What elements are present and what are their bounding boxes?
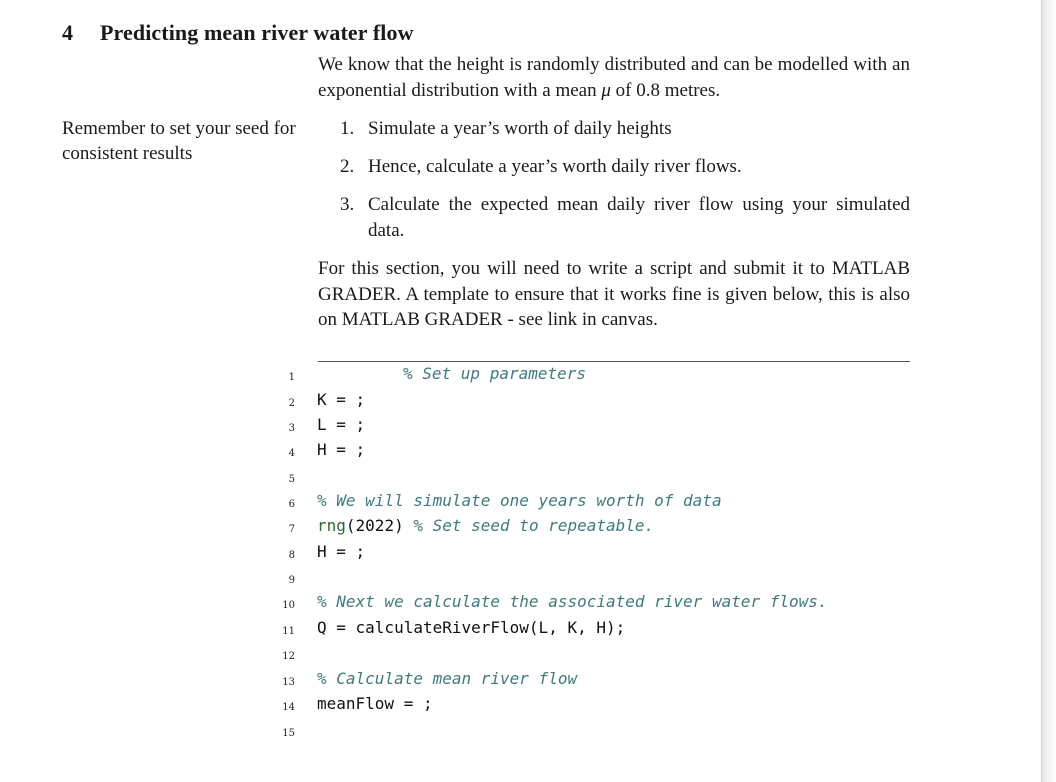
- line-number: 11: [282, 626, 295, 637]
- instructions-text: . A template to ensure that it works fine is given below, this is also on: [318, 283, 910, 330]
- code-text: [317, 592, 828, 611]
- instructions-text: - see link in canvas.: [502, 309, 658, 330]
- code-text: [317, 516, 654, 535]
- code-text: Q = calculateRiverFlow(L, K, H);: [317, 618, 626, 637]
- code-comment: % Calculate mean river flow: [317, 669, 578, 688]
- code-line: [270, 491, 910, 517]
- code-line: [270, 567, 910, 593]
- code-comment: % Next we calculate the associated river water flows.: [317, 592, 828, 611]
- intro-paragraph: [318, 52, 910, 103]
- task-marker: 3.: [340, 194, 355, 215]
- code-comment: % Set seed to repeatable.: [413, 516, 655, 535]
- task-item: [340, 192, 910, 243]
- code-comment: % Set up parameters: [403, 364, 587, 383]
- task-marker: 2.: [340, 156, 355, 177]
- code-text: [317, 491, 722, 510]
- line-number: 2: [288, 398, 295, 409]
- code-text: meanFlow = ;: [317, 694, 433, 713]
- code-text: [317, 669, 577, 688]
- line-number: 12: [282, 651, 295, 662]
- section-heading: [62, 20, 414, 46]
- code-line: [270, 390, 910, 416]
- code-top-rule: [318, 361, 910, 362]
- line-number: 14: [282, 702, 295, 713]
- code-line: [270, 415, 910, 441]
- line-number: 9: [288, 575, 295, 586]
- task-text: Calculate the expected mean daily river flow using your simulated data.: [368, 194, 910, 241]
- line-number: 10: [282, 600, 295, 611]
- task-text: Simulate a year’s worth of daily heights: [368, 118, 672, 139]
- matlab-grader-name: MATLAB GRADER: [341, 309, 503, 330]
- line-number: 15: [282, 728, 295, 739]
- code-comment: % We will simulate one years worth of data: [317, 491, 722, 510]
- code-line: [270, 364, 910, 390]
- code-text: L = ;: [317, 415, 366, 434]
- line-number: 7: [288, 524, 295, 535]
- page-edge-shadow: [1041, 0, 1056, 782]
- code-line: [270, 516, 910, 542]
- instructions-text: For this section, you will need to write a script and submit it to: [318, 258, 832, 279]
- code-line: [270, 694, 910, 720]
- code-text: H = ;: [317, 542, 366, 561]
- task-marker: 1.: [340, 118, 355, 139]
- line-number: 13: [282, 677, 295, 688]
- code-line: [270, 643, 910, 669]
- line-number: 4: [288, 448, 295, 459]
- code-line: [270, 720, 910, 746]
- margin-note: Remember to set your seed for consistent results: [62, 118, 296, 164]
- code-plain: (2022): [345, 516, 414, 535]
- intro-text-end: of 0.8 metres.: [610, 79, 721, 101]
- line-number: 3: [288, 423, 295, 434]
- code-text: H = ;: [317, 440, 366, 459]
- section-title: Predicting mean river water flow: [100, 20, 414, 45]
- code-line: [270, 669, 910, 695]
- code-keyword: rng: [317, 516, 346, 535]
- line-number: 6: [288, 499, 295, 510]
- code-line: [270, 466, 910, 492]
- section-number: 4: [62, 20, 74, 45]
- matlab-grader-name: MATLAB GRADER: [318, 258, 910, 305]
- line-number: 5: [288, 474, 295, 485]
- task-item: [340, 116, 910, 142]
- code-line: [270, 618, 910, 644]
- code-text: [403, 364, 586, 383]
- intro-text: We know that the height is randomly distributed and can be modelled with an exponential distribution with a mean: [318, 54, 910, 101]
- code-line: [270, 542, 910, 568]
- line-number: 8: [288, 550, 295, 561]
- instructions-paragraph: [318, 256, 910, 333]
- task-text: Hence, calculate a year’s worth daily river flows.: [368, 156, 742, 177]
- line-number: 1: [288, 372, 295, 383]
- code-line: [270, 592, 910, 618]
- code-text: K = ;: [317, 390, 366, 409]
- mu-symbol: μ: [601, 79, 611, 101]
- code-line: [270, 440, 910, 466]
- task-item: [340, 154, 910, 180]
